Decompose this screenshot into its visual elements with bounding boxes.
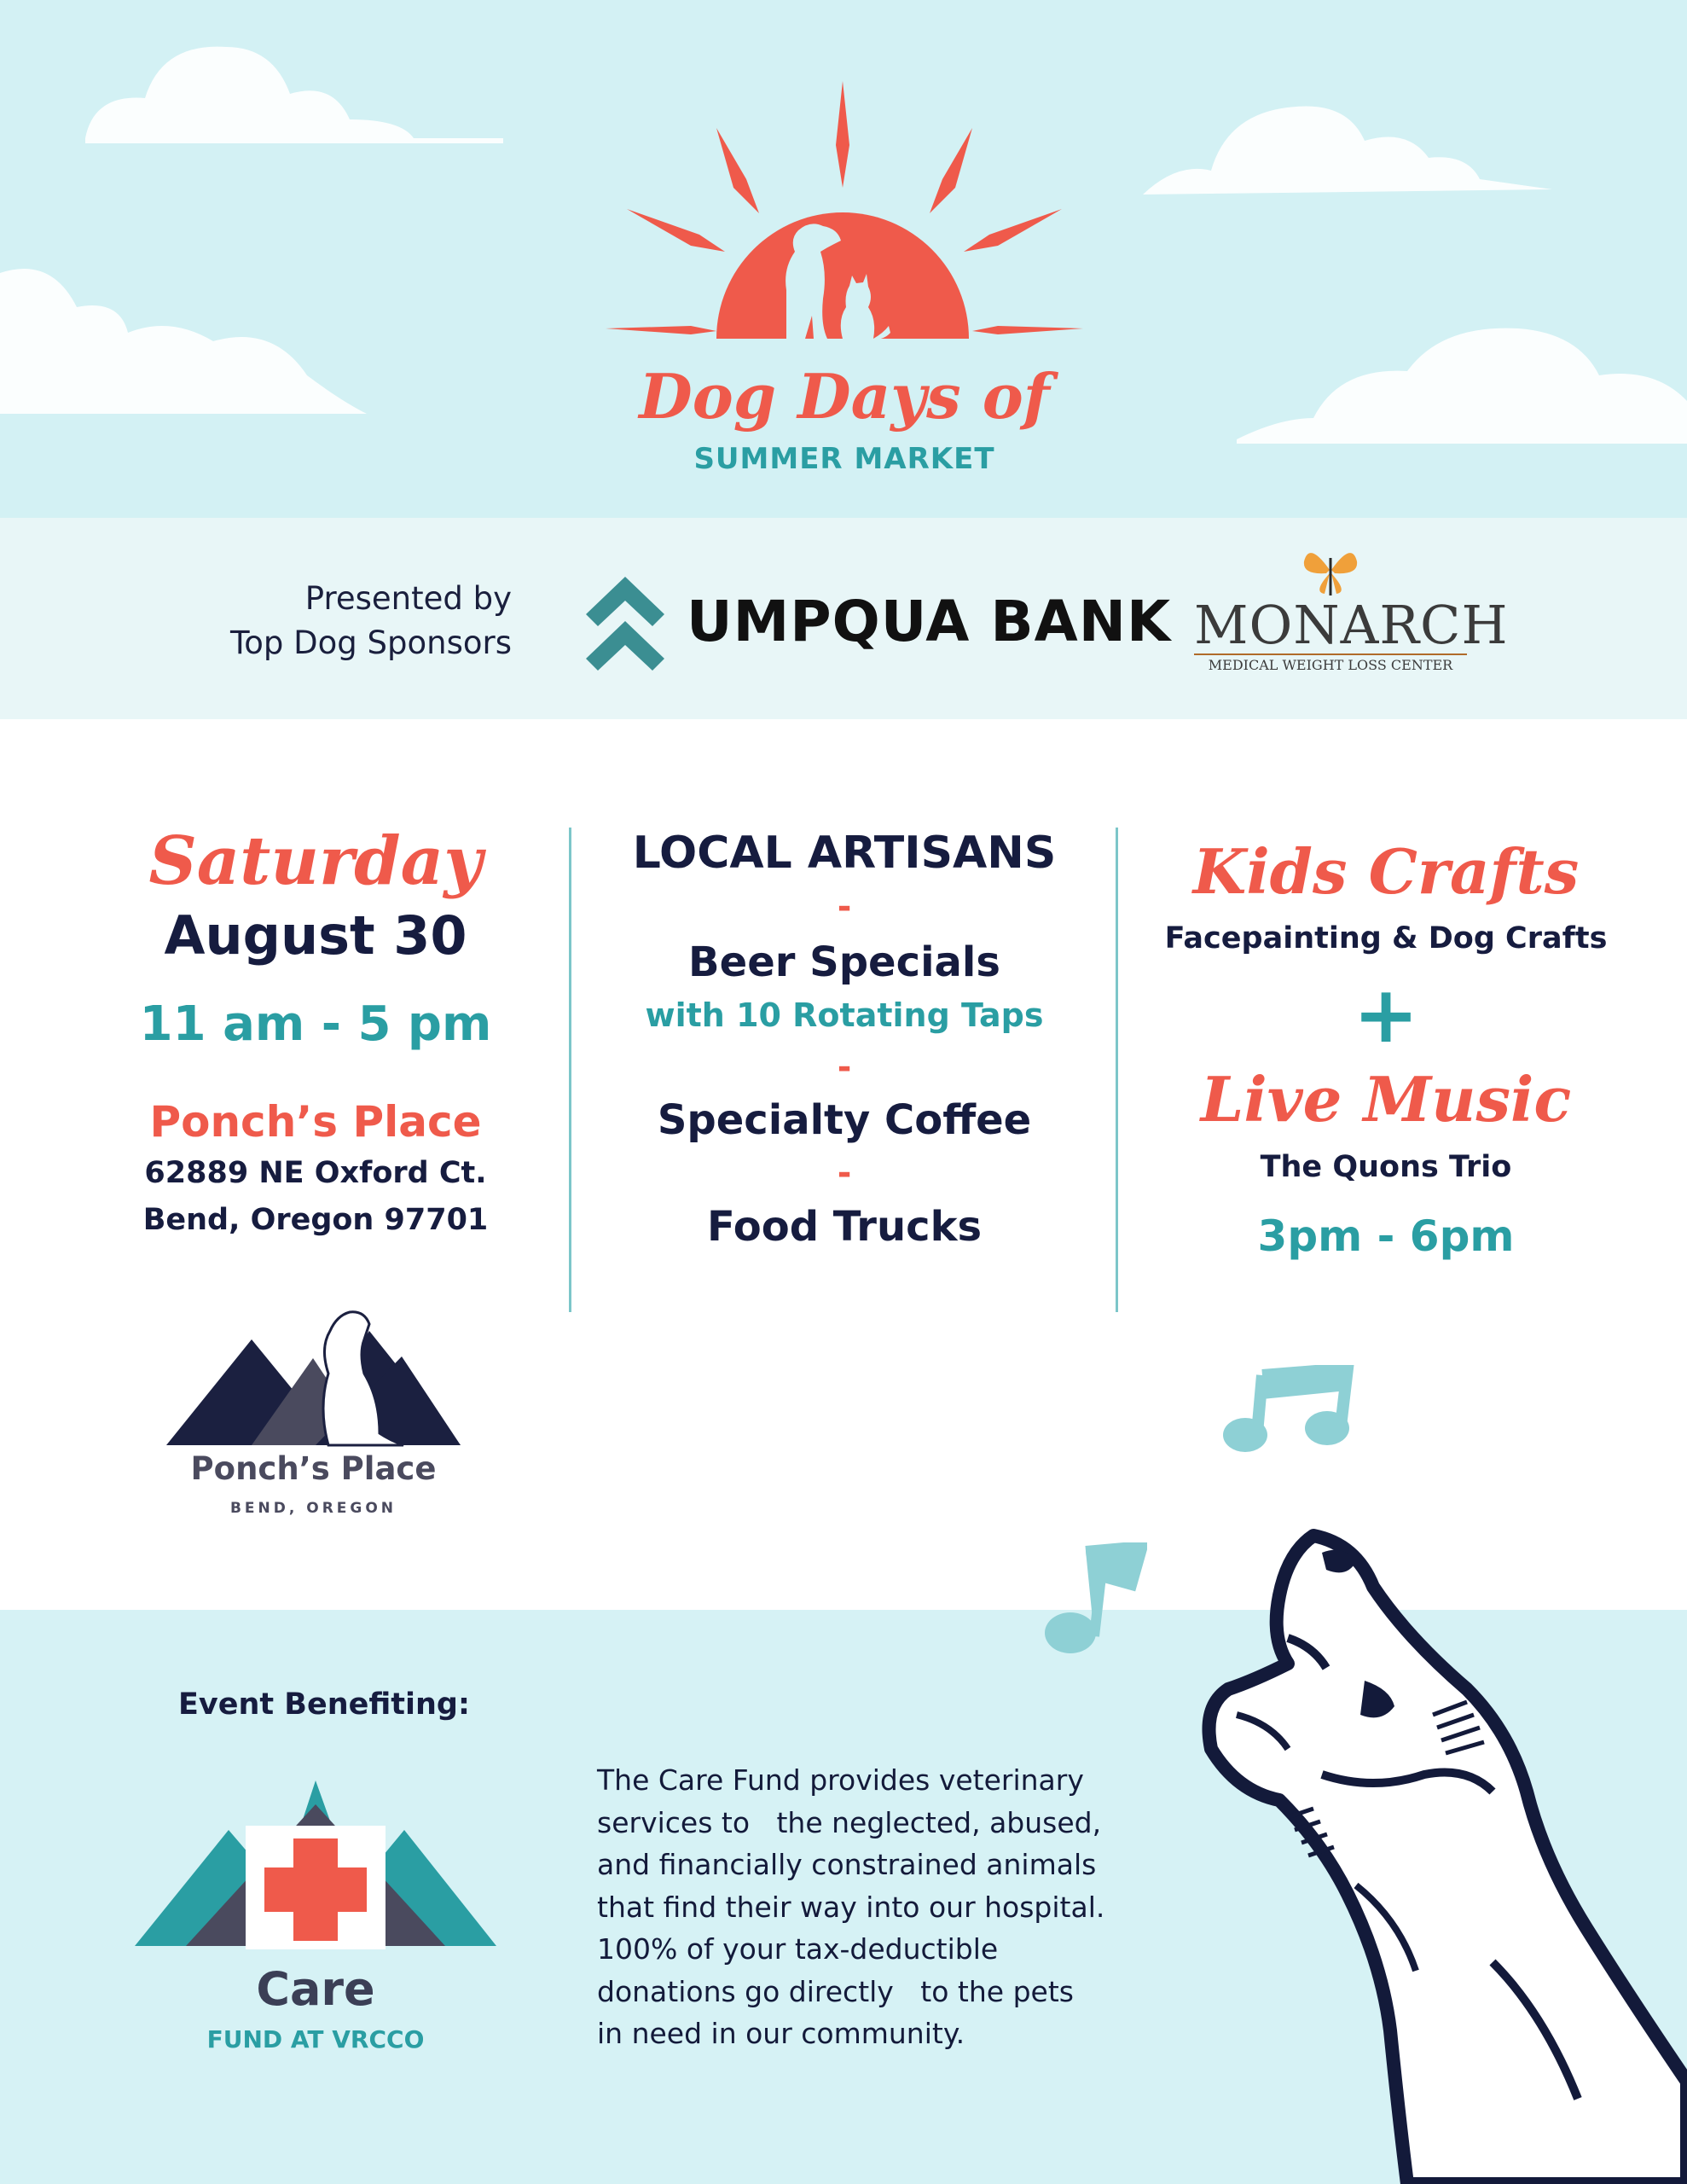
column-divider-right xyxy=(1116,828,1118,1312)
sun-logo-icon xyxy=(597,77,1092,350)
live-music-band: The Quons Trio xyxy=(1260,1150,1512,1184)
venue-address-line1: 62889 NE Oxford Ct. xyxy=(144,1156,487,1190)
ponchs-place-logo-location: BEND, OREGON xyxy=(229,1500,397,1517)
offering-specialty-coffee: Specialty Coffee xyxy=(657,1096,1032,1144)
plus-icon: + xyxy=(1353,969,1419,1060)
description-line: 100% of your tax-deductible xyxy=(597,1932,999,1966)
offering-beer-sub: with 10 Rotating Taps xyxy=(645,996,1044,1034)
description-line: in need in our community. xyxy=(597,2017,965,2050)
sponsors-label-line2: Top Dog Sponsors xyxy=(229,624,512,661)
ponchs-place-logo-name: Ponch’s Place xyxy=(190,1450,437,1487)
sponsors-label-line1: Presented by xyxy=(304,580,512,617)
care-fund-cross-icon xyxy=(135,1779,496,1949)
column-divider-left xyxy=(569,828,571,1312)
music-note-single-icon xyxy=(1036,1542,1147,1658)
monarch-logo: MONARCH xyxy=(1194,594,1509,656)
description-line: and financially constrained animals xyxy=(597,1848,1097,1881)
butterfly-icon xyxy=(1301,539,1360,597)
umpqua-chevron-icon xyxy=(584,573,666,674)
live-music-title: Live Music xyxy=(1200,1063,1572,1136)
howling-dog-illustration xyxy=(1186,1519,1687,2184)
event-subtitle: SUMMER MARKET xyxy=(693,442,995,476)
offering-separator: - xyxy=(837,887,852,926)
description-line: donations go directly to the pets xyxy=(597,1974,1074,2008)
music-note-double-icon xyxy=(1220,1365,1356,1459)
care-fund-logo-sub: FUND AT VRCCO xyxy=(206,2025,425,2053)
description-line: that find their way into our hospital. xyxy=(597,1890,1105,1924)
kids-crafts-sub: Facepainting & Dog Crafts xyxy=(1164,921,1608,956)
venue-address-line2: Bend, Oregon 97701 xyxy=(142,1203,489,1237)
event-day: Saturday xyxy=(148,822,483,900)
care-fund-logo-name: Care xyxy=(256,1962,375,2016)
offering-separator: - xyxy=(837,1153,852,1193)
live-music-time: 3pm - 6pm xyxy=(1257,1211,1515,1261)
event-time: 11 am - 5 pm xyxy=(139,996,492,1052)
venue-name: Ponch’s Place xyxy=(149,1097,482,1147)
description-line: services to the neglected, abused, xyxy=(597,1805,1102,1839)
offering-food-trucks: Food Trucks xyxy=(706,1203,983,1251)
description-line: The Care Fund provides veterinary xyxy=(597,1763,1084,1797)
umpqua-bank-logo: UMPQUA BANK xyxy=(687,589,1172,654)
event-date: August 30 xyxy=(164,904,467,967)
care-fund-description xyxy=(597,1759,1177,2055)
event-benefiting-label: Event Benefiting: xyxy=(177,1687,470,1722)
event-title: Dog Days of xyxy=(639,360,1050,433)
sponsors-label xyxy=(171,577,512,665)
offering-beer-specials: Beer Specials xyxy=(688,938,1000,986)
offering-local-artisans: LOCAL ARTISANS xyxy=(632,828,1057,879)
offering-separator: - xyxy=(837,1048,852,1087)
monarch-tagline: MEDICAL WEIGHT LOSS CENTER xyxy=(1194,653,1467,673)
ponchs-place-mountain-dog-icon xyxy=(166,1305,461,1450)
kids-crafts-title: Kids Crafts xyxy=(1192,835,1580,908)
